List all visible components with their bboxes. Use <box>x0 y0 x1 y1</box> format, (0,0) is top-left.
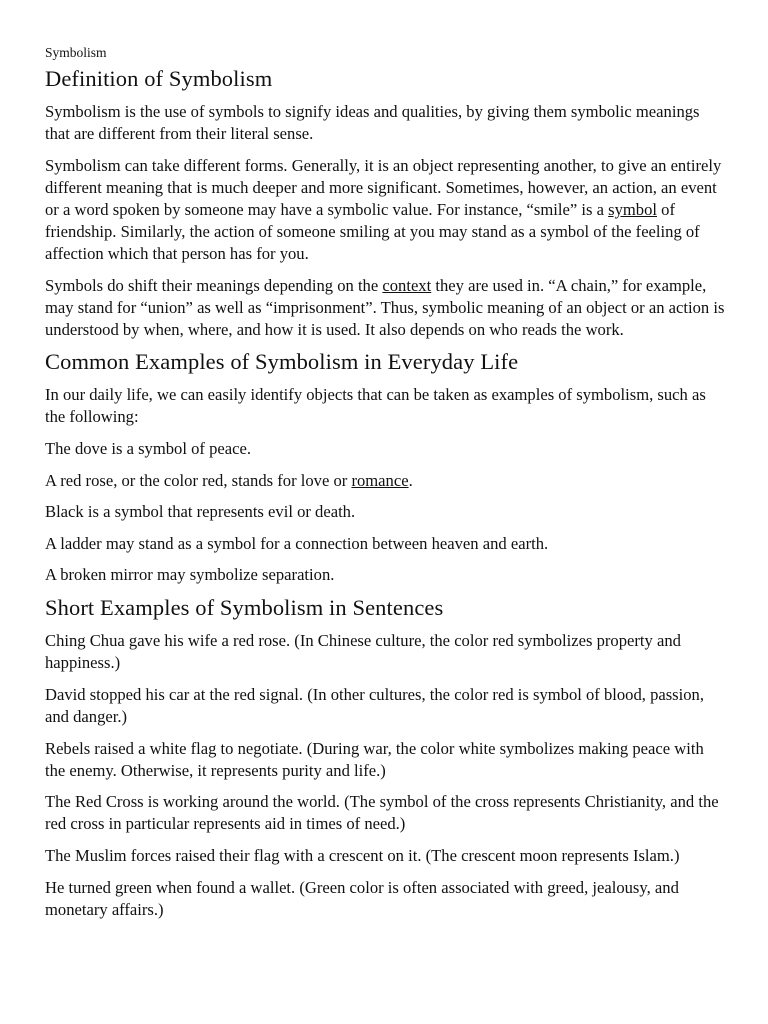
heading-everyday-examples: Common Examples of Symbolism in Everyday Life <box>45 349 519 374</box>
sentence-example-1: Ching Chua gave his wife a red rose. (In Chinese culture, the color red symbolizes property and happiness.) <box>45 630 681 672</box>
paragraph-definition-1: Symbolism is the use of symbols to signify ideas and qualities, by giving them symbolic meanings that are different from their literal sense. <box>45 102 700 143</box>
sentence-example-6: He turned green when found a wallet. (Green color is often associated with greed, jealousy, and monetary affairs.) <box>45 877 679 919</box>
paragraph-text: A red rose, or the color red, stands for love or <box>45 470 352 490</box>
paragraph-text: Symbols do shift their meanings depending on the <box>45 276 383 295</box>
example-black: Black is a symbol that represents evil or death. <box>45 502 356 522</box>
paragraph-definition-2 <box>45 155 725 265</box>
context-link[interactable]: context <box>382 276 432 295</box>
paragraph-text: they are used in. “A chain,” for example, may stand for “union” as well as “imprisonment”. Thus, symbolic meaning of an object or an action is understood by when, where, and how it is used. It also depends on who reads the work. <box>45 276 725 339</box>
sentence-example-5: The Muslim forces raised their flag with a crescent on it. (The crescent moon represents Islam.) <box>45 846 680 866</box>
document-page <box>45 44 725 931</box>
example-ladder: A ladder may stand as a symbol for a connection between heaven and earth. <box>45 533 549 553</box>
symbol-link[interactable]: symbol <box>608 200 657 219</box>
paragraph-everyday-intro: In our daily life, we can easily identify objects that can be taken as examples of symbolism, such as the following: <box>45 385 706 426</box>
sentence-example-3: Rebels raised a white flag to negotiate. (During war, the color white symbolizes making peace with the enemy. Otherwise, it represents purity and life.) <box>45 738 704 780</box>
example-dove: The dove is a symbol of peace. <box>45 439 251 458</box>
romance-link[interactable]: romance <box>351 470 409 490</box>
paragraph-text: . <box>408 470 413 490</box>
example-broken-mirror: A broken mirror may symbolize separation. <box>45 565 335 585</box>
paragraph-text: of friendship. Similarly, the action of someone smiling at you may stand as a symbol of the feeling of affection which that person has for you. <box>45 200 700 263</box>
example-red-rose <box>45 470 725 492</box>
sentence-example-4: The Red Cross is working around the world. (The symbol of the cross represents Christianity, and the red cross in particular represents aid in times of need.) <box>45 792 719 834</box>
paragraph-definition-3 <box>45 275 725 341</box>
running-head: Symbolism <box>45 45 107 60</box>
heading-definition: Definition of Symbolism <box>45 66 273 91</box>
sentence-example-2: David stopped his car at the red signal. (In other cultures, the color red is symbol of blood, passion, and danger.) <box>45 684 704 726</box>
paragraph-text: Symbolism can take different forms. Generally, it is an object representing another, to give an entirely different meaning that is much deeper and more significant. Sometimes, however, an action, an event or a word spoken by someone may have a symbolic value. For instance, “smile” is a <box>45 156 722 219</box>
heading-sentence-examples: Short Examples of Symbolism in Sentences <box>45 594 444 620</box>
